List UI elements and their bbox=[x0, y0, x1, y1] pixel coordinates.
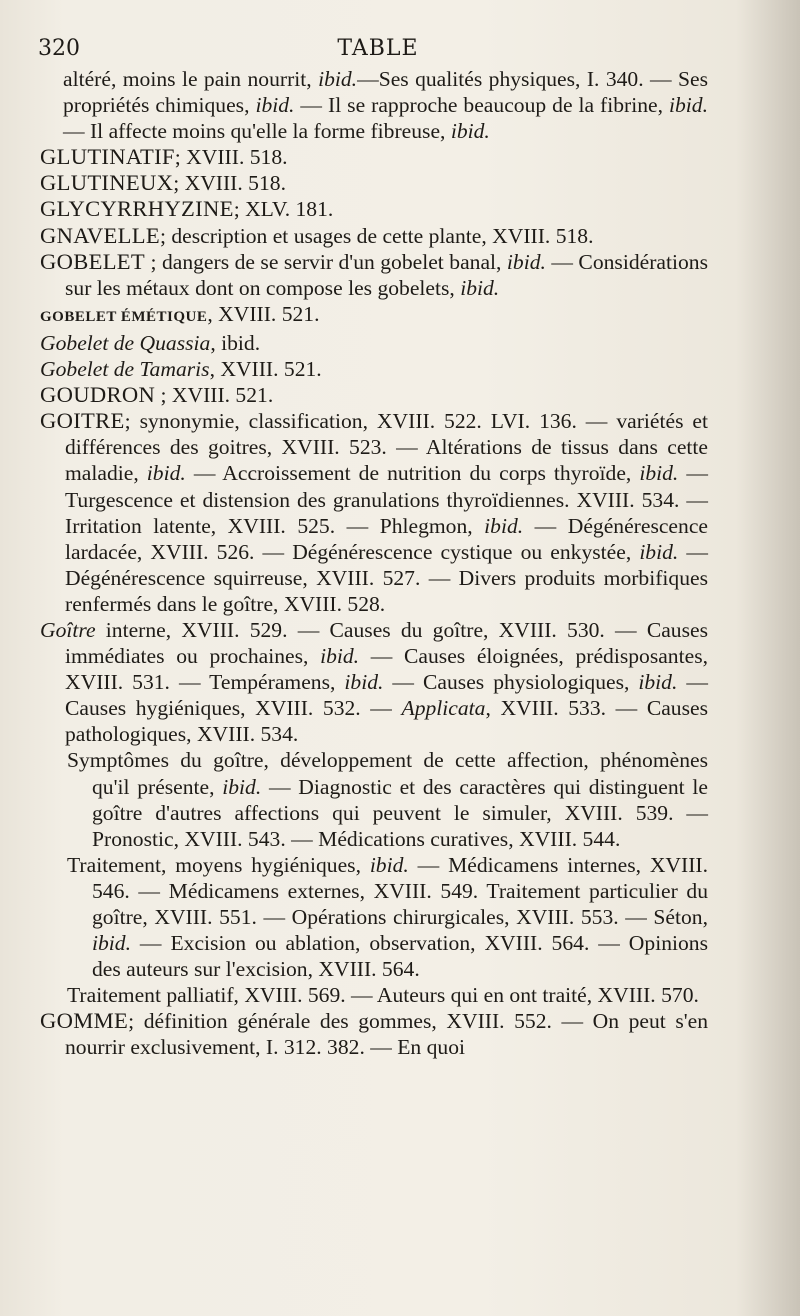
entry-text: — Accroissement de nutrition du corps thyroïde, bbox=[185, 461, 640, 486]
entry-headword: GOITRE bbox=[40, 408, 125, 434]
entry-headword: GLYCYRRHYZINE bbox=[40, 196, 234, 222]
entry-text: altéré, moins le pain nourrit, bbox=[63, 67, 319, 91]
entry-text: ; dangers de se servir d'un gobelet banal, bbox=[145, 249, 507, 274]
entry-headword: GLUTINATIF bbox=[40, 144, 175, 170]
entry-headword: GLUTINEUX bbox=[40, 170, 174, 196]
entry-headword: GOUDRON bbox=[40, 382, 156, 408]
entry-text: ; synonymie, classification, XVIII. 522. LVI. 136. — variétés et différences des goitres, XVIII. 523. — Altérations de tissus dans cette maladie, bbox=[65, 409, 708, 486]
index-entry bbox=[40, 982, 708, 1008]
italic-run: ibid. bbox=[506, 249, 546, 274]
index-entry bbox=[40, 852, 708, 982]
index-entry bbox=[40, 223, 708, 249]
entry-text: ; XVIII. 518. bbox=[174, 145, 288, 170]
index-entry bbox=[40, 1008, 708, 1060]
index-entry bbox=[40, 408, 708, 617]
entry-text: — Il affecte moins qu'elle la forme fibreuse, bbox=[63, 119, 451, 144]
entry-text: Symptômes du goître, développement de cette affection, phénomènes qu'il présente, bbox=[67, 748, 708, 799]
index-entry bbox=[40, 382, 708, 408]
entry-text: ; XLV. 181. bbox=[233, 197, 334, 222]
entry-text: ; définition générale des gommes, XVIII. 552. — On peut s'en nourrir exclusivement, I. 312. 382. — En quoi bbox=[65, 1009, 708, 1060]
running-header bbox=[38, 36, 718, 66]
index-entry bbox=[40, 747, 708, 851]
index-entry bbox=[40, 330, 708, 356]
italic-run: ibid. bbox=[318, 67, 358, 91]
italic-run: Applicata bbox=[401, 696, 486, 721]
italic-run: ibid. bbox=[450, 119, 490, 144]
entry-text: — Turgescence et distension des granulations thyroïdiennes. XVIII. 534. — Irritation latente, XVIII. 525. — Phlegmon, bbox=[65, 461, 708, 538]
entry-text: Traitement palliatif, XVIII. 569. — Auteurs qui en ont traité, XVIII. 570. bbox=[67, 983, 699, 1008]
italic-run: ibid. bbox=[639, 461, 679, 486]
italic-run: Gobelet de Tamaris bbox=[40, 357, 210, 382]
index-entry bbox=[40, 301, 708, 330]
entry-text: — Médicamens internes, XVIII. 546. — Médicamens externes, XVIII. 549. Traitement particulier du goître, XVIII. 551. — Opérations chirurgicales, XVIII. 553. — Séton, bbox=[92, 852, 708, 929]
entry-text: —Ses qualités physiques, I. 340. — Ses propriétés chimiques, bbox=[63, 67, 709, 118]
italic-run: ibid. bbox=[255, 93, 295, 118]
entry-text: — Causes physiologiques, bbox=[383, 670, 639, 695]
entry-text: — Dégénérescence squirreuse, XVIII. 527. — Divers produits morbifiques renfermés dans le goître, XVIII. 528. bbox=[65, 539, 708, 616]
entry-text: , ibid. bbox=[210, 330, 261, 355]
italic-run: ibid. bbox=[639, 539, 679, 564]
italic-run: ibid. bbox=[669, 93, 708, 118]
italic-run: Gobelet de Quassia bbox=[40, 330, 211, 355]
index-entry bbox=[40, 196, 708, 222]
italic-run: ibid. bbox=[320, 644, 360, 669]
entry-text: — Causes éloignées, prédisposantes, XVIII. 531. — Tempéramens, bbox=[65, 644, 708, 695]
entry-text: , XVIII. 521. bbox=[207, 301, 320, 326]
entry-text: — Considérations sur les métaux dont on compose les gobelets, bbox=[65, 249, 708, 300]
entry-text: — Excision ou ablation, observation, XVIII. 564. — Opinions des auteurs sur l'excision, XVIII. 564. bbox=[92, 931, 708, 982]
entry-text: — Diagnostic et des caractères qui distinguent le goître d'autres affections qui peuvent le simuler, XVIII. 539. — Pronostic, XVIII. 543. — Médications curatives, XVIII. 544. bbox=[92, 774, 708, 851]
entry-text: interne, XVIII. 529. — Causes du goître, XVIII. 530. — Causes immédiates ou prochaines, bbox=[65, 617, 708, 669]
entry-text: , XVIII. 521. bbox=[209, 357, 322, 382]
entry-text: ; XVIII. 521. bbox=[155, 383, 274, 408]
entry-text: — Causes hygiéniques, XVIII. 532. — bbox=[65, 670, 708, 721]
entry-text: — Il se rapproche beaucoup de la fibrine, bbox=[294, 93, 669, 118]
index-entry bbox=[40, 144, 708, 170]
entry-headword: GNAVELLE bbox=[40, 222, 160, 248]
italic-run: ibid. bbox=[344, 670, 384, 695]
index-entry bbox=[40, 170, 708, 196]
entry-headword: GOBELET ÉMÉTIQUE bbox=[40, 308, 208, 325]
index-entry bbox=[40, 66, 708, 144]
entry-text: — Dégénérescence lardacée, XVIII. 526. — Dégénérescence cystique ou enkystée, bbox=[65, 513, 708, 564]
italic-run: Goître bbox=[40, 617, 96, 642]
italic-run: ibid. bbox=[484, 513, 524, 538]
italic-run: ibid. bbox=[460, 275, 500, 300]
entry-text: ; XVIII. 518. bbox=[173, 171, 286, 196]
entry-text: ; description et usages de cette plante, XVIII. 518. bbox=[159, 223, 594, 248]
entry-text: , XVIII. 533. — Causes pathologiques, XVIII. 534. bbox=[65, 696, 708, 747]
page-number: 320 bbox=[38, 36, 80, 61]
entry-headword: GOBELET bbox=[40, 248, 146, 274]
italic-run: ibid. bbox=[369, 852, 409, 877]
index-entry bbox=[40, 249, 708, 301]
italic-run: ibid. bbox=[92, 931, 131, 956]
index-entry bbox=[40, 617, 708, 747]
entry-text: Traitement, moyens hygiéniques, bbox=[67, 852, 370, 877]
italic-run: ibid. bbox=[146, 461, 186, 486]
index-entries bbox=[40, 66, 708, 1061]
entry-headword: GOMME bbox=[40, 1008, 129, 1034]
index-entry bbox=[40, 356, 708, 382]
italic-run: ibid. bbox=[638, 670, 678, 695]
running-title: TABLE bbox=[337, 36, 419, 61]
italic-run: ibid. bbox=[222, 774, 262, 799]
